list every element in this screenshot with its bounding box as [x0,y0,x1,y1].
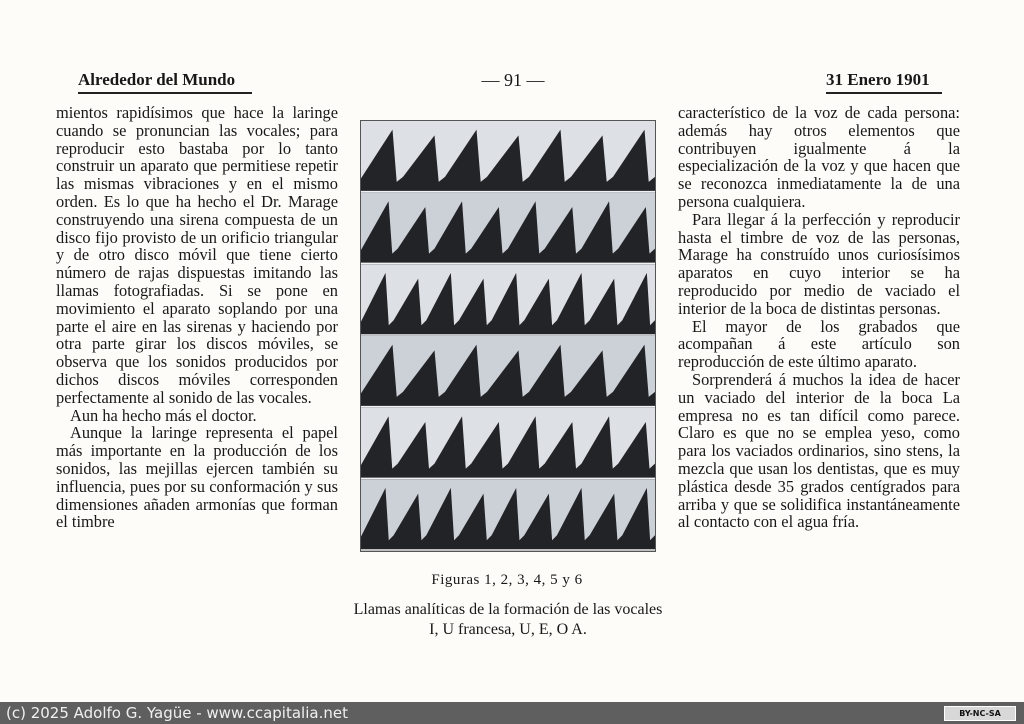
paragraph: Aunque la laringe representa el papel más importante en la producción de los sonidos, las mejillas ejercen también su influencia, pues por su conformación y sus dimensiones añaden armonías que forman el timbre [56,423,338,532]
paragraph: El mayor de los grabados que acompañan á este artículo son reproducción de este último aparato. [678,316,960,372]
paragraph: Para llegar á la perfección y reproducir hasta el timbre de voz de las personas, Marage ha construído unos curiosísimos aparatos en cuyo interior se ha reproducido por medio de vaciado el interior de la boca de distintas personas. [678,209,960,318]
copyright-text: (c) 2025 Adolfo G. Yagüe - www.ccapitalia.net [6,704,348,722]
license-badge: BY-NC-SA [944,706,1016,721]
copyright-bar [0,702,1024,724]
paragraph: Sorprenderá á muchos la idea de hacer un vaciado del interior de la boca La empresa no es tan difícil como parece. Claro es que no se emplea yeso, como para los vaciados ordinarios, sino stens, la mezcla que usan los dentistas, que es muy plástica desde 35 grados centígrados para arriba y que se solidifica instantáneamente al contacto con el agua fría. [678,369,960,532]
left-text-column [56,104,338,531]
page-number: — 91 — [481,70,545,90]
issue-date: 31 Enero 1901 [826,70,930,89]
figure-caption: Llamas analíticas de la formación de las vocales I, U francesa, U, E, O A. [353,601,663,638]
flame-bands-image [361,121,655,551]
flame-photograph-figure [360,120,656,552]
figure-title: Figuras 1, 2, 3, 4, 5 y 6 [431,572,583,588]
paragraph: Aun ha hecho más el doctor. [70,405,257,425]
running-header-title: Alrededor del Mundo [78,70,236,89]
right-text-column [678,104,960,531]
header-rule-left [78,92,252,94]
paragraph: mientos rapidísimos que hace la laringe cuando se pronuncian las vocales; para reproducir esto bastaba por lo tanto construir un aparato que permitiese repetir las mismas vibraciones y en el mismo orden. Es lo que ha hecho el Dr. Marage construyendo una sirena compuesta de un disco fijo provisto de un orificio triangular y de otro disco móvil que tiene cierto número de rajas dispuestas imitando las llamas fotografiadas. Si se pone en movimiento el aparato soplando por una parte el aire en las sirenas y haciendo por otra parte girar los discos móviles, se observa que los sonidos producidos por dichos discos móviles corresponden perfectamente al sonido de las vocales. [56,103,338,407]
header-rule-right [826,92,942,94]
paragraph: característico de la voz de cada persona: además hay otros elementos que contribuyen igualmente á la especialización de la voz y que hacen que se reconozca inmediatamente la de una persona cualquiera. [678,103,960,211]
